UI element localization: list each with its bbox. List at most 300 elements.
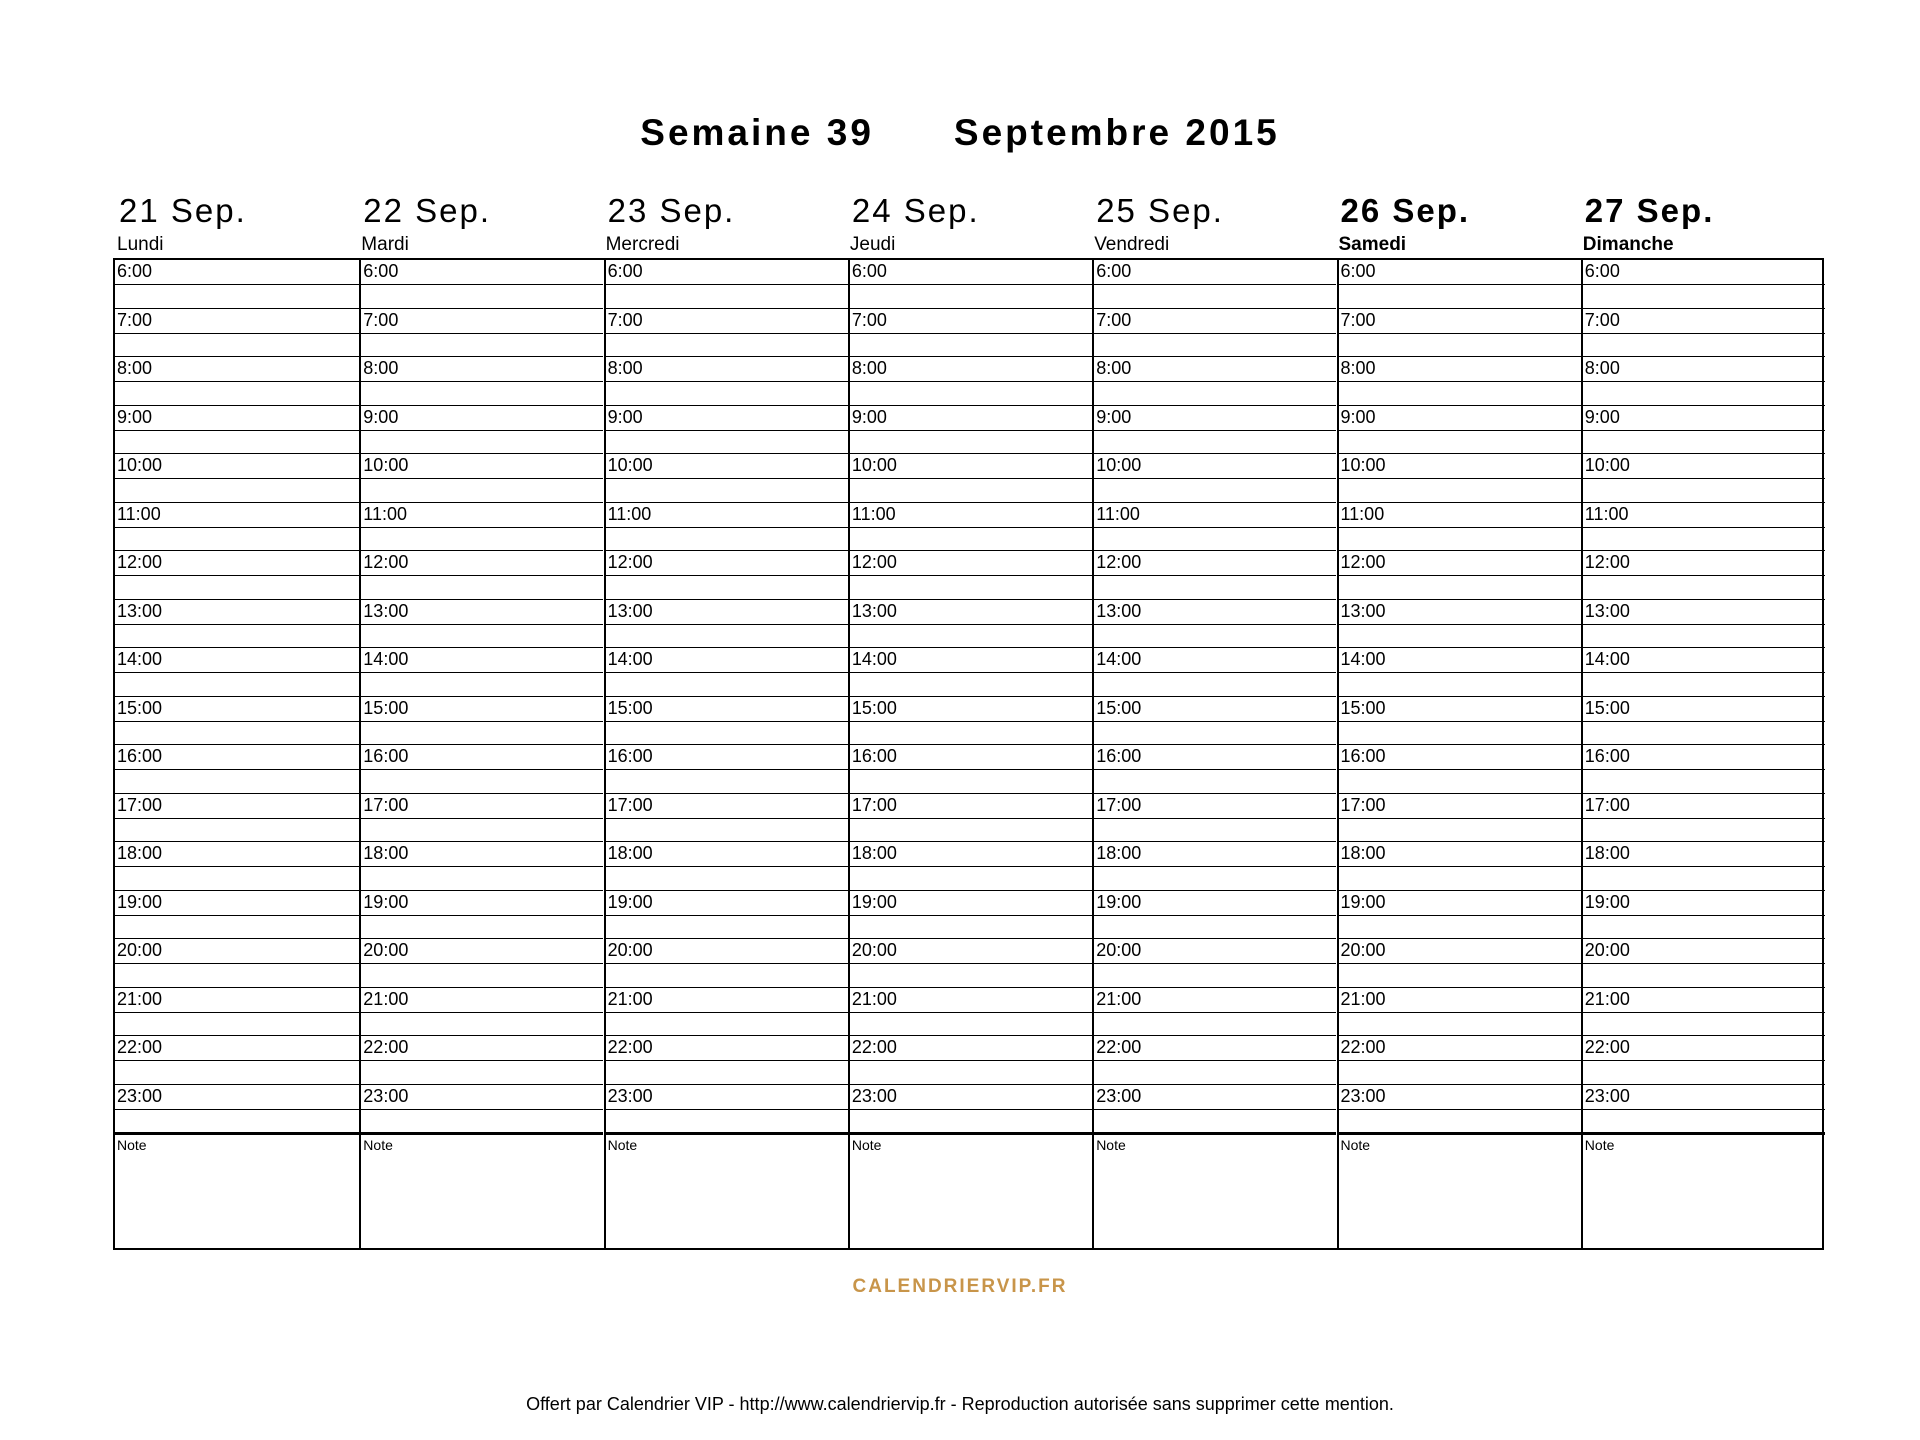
time-slot[interactable] <box>850 794 1092 843</box>
half-hour-line <box>115 769 359 770</box>
hour-label: 19:00 <box>1584 891 1630 912</box>
half-hour-line <box>850 818 1092 819</box>
time-slot[interactable] <box>606 648 848 697</box>
time-slot[interactable] <box>1339 551 1581 600</box>
half-hour-line <box>1583 1012 1825 1013</box>
hour-label: 7:00 <box>1096 309 1132 330</box>
hour-label: 22:00 <box>1584 1037 1630 1057</box>
time-slot[interactable] <box>606 988 848 1037</box>
time-slot[interactable] <box>850 551 1092 600</box>
time-slot[interactable] <box>1094 988 1336 1037</box>
time-slot[interactable] <box>1583 697 1825 746</box>
half-hour-line <box>115 1109 359 1110</box>
time-slot[interactable] <box>1339 406 1581 455</box>
hour-label: 11:00 <box>607 503 652 524</box>
half-hour-line <box>1583 430 1825 431</box>
time-slot[interactable] <box>1583 891 1825 940</box>
time-slot[interactable] <box>1339 745 1581 794</box>
half-hour-line <box>361 1060 603 1061</box>
time-slot[interactable] <box>1583 357 1825 406</box>
day-header <box>846 192 1090 258</box>
hour-label: 22:00 <box>117 1037 163 1057</box>
hour-label: 12:00 <box>1340 552 1386 572</box>
notes-box[interactable] <box>1339 1133 1581 1248</box>
time-slot[interactable] <box>1094 842 1336 891</box>
hour-label: 20:00 <box>851 940 897 960</box>
time-slot[interactable] <box>115 648 359 697</box>
half-hour-line <box>361 866 603 867</box>
half-hour-line <box>1339 284 1581 285</box>
hour-label: 17:00 <box>607 794 653 815</box>
half-hour-line <box>1339 1109 1581 1110</box>
hour-label: 12:00 <box>851 552 897 572</box>
hour-label: 11:00 <box>1584 503 1629 524</box>
time-slot[interactable] <box>361 988 603 1037</box>
time-slot[interactable] <box>1094 357 1336 406</box>
time-slot[interactable] <box>850 939 1092 988</box>
half-hour-line <box>1339 963 1581 964</box>
hour-label: 6:00 <box>851 261 887 281</box>
half-hour-line <box>1094 478 1336 479</box>
time-slot[interactable] <box>115 891 359 940</box>
time-slot[interactable] <box>850 891 1092 940</box>
half-hour-line <box>606 430 848 431</box>
time-slot[interactable] <box>606 745 848 794</box>
time-slot[interactable] <box>850 406 1092 455</box>
half-hour-line <box>1339 915 1581 916</box>
time-slot[interactable] <box>361 454 603 503</box>
time-slot[interactable] <box>115 454 359 503</box>
hour-label: 6:00 <box>117 261 153 281</box>
half-hour-line <box>606 721 848 722</box>
time-slot[interactable] <box>115 939 359 988</box>
time-slot[interactable] <box>606 939 848 988</box>
half-hour-line <box>606 818 848 819</box>
hour-label: 12:00 <box>117 552 163 572</box>
half-hour-line <box>115 333 359 334</box>
day-column <box>115 260 359 1248</box>
hour-label: 16:00 <box>117 746 163 766</box>
half-hour-line <box>850 333 1092 334</box>
half-hour-line <box>115 381 359 382</box>
hour-label: 14:00 <box>117 649 163 669</box>
hour-label: 21:00 <box>363 988 409 1009</box>
hour-label: 8:00 <box>117 358 153 378</box>
half-hour-line <box>1583 284 1825 285</box>
hour-label: 23:00 <box>607 1085 653 1106</box>
hour-label: 19:00 <box>117 891 163 912</box>
time-slot[interactable] <box>1339 939 1581 988</box>
half-hour-line <box>115 430 359 431</box>
time-slot[interactable] <box>606 260 848 309</box>
time-slot[interactable] <box>1094 503 1336 552</box>
hour-label: 12:00 <box>1096 552 1142 572</box>
half-hour-line <box>115 866 359 867</box>
time-slot[interactable] <box>1094 745 1336 794</box>
half-hour-line <box>361 721 603 722</box>
time-slot[interactable] <box>1583 939 1825 988</box>
time-slot[interactable] <box>361 260 603 309</box>
half-hour-line <box>361 769 603 770</box>
half-hour-line <box>1339 478 1581 479</box>
time-slot[interactable] <box>1583 745 1825 794</box>
hour-label: 10:00 <box>1584 455 1630 475</box>
hour-label: 10:00 <box>1340 455 1386 475</box>
hour-label: 14:00 <box>1340 649 1386 669</box>
half-hour-line <box>1583 963 1825 964</box>
time-slot[interactable] <box>1339 309 1581 358</box>
half-hour-line <box>606 284 848 285</box>
time-slot[interactable] <box>850 357 1092 406</box>
hour-label: 9:00 <box>363 406 399 427</box>
time-slot[interactable] <box>606 454 848 503</box>
half-hour-line <box>1339 672 1581 673</box>
day-name: Lundi <box>117 234 164 255</box>
half-hour-line <box>1094 672 1336 673</box>
time-slot[interactable] <box>850 309 1092 358</box>
notes-box[interactable] <box>850 1133 1092 1248</box>
hour-label: 9:00 <box>1584 406 1620 427</box>
time-slot[interactable] <box>1094 891 1336 940</box>
hour-label: 22:00 <box>851 1037 897 1057</box>
half-hour-line <box>1094 624 1336 625</box>
time-slot[interactable] <box>606 600 848 649</box>
hour-label: 15:00 <box>363 697 409 718</box>
hour-label: 14:00 <box>1096 649 1142 669</box>
day-column <box>604 260 848 1248</box>
half-hour-line <box>1583 575 1825 576</box>
half-hour-line <box>1339 575 1581 576</box>
time-slot[interactable] <box>361 794 603 843</box>
hour-label: 17:00 <box>1096 794 1142 815</box>
half-hour-line <box>850 381 1092 382</box>
time-slot[interactable] <box>115 1085 359 1134</box>
hour-label: 18:00 <box>363 843 409 863</box>
time-slot[interactable] <box>850 1036 1092 1085</box>
half-hour-line <box>1094 769 1336 770</box>
time-slot[interactable] <box>850 745 1092 794</box>
day-name: Jeudi <box>849 234 896 255</box>
hour-label: 11:00 <box>117 503 161 524</box>
hour-label: 19:00 <box>1340 891 1386 912</box>
notes-box[interactable] <box>1583 1133 1825 1248</box>
day-date: 26 Sep. <box>1340 192 1471 229</box>
day-date: 27 Sep. <box>1584 192 1715 229</box>
half-hour-line <box>606 575 848 576</box>
time-slot[interactable] <box>1583 503 1825 552</box>
time-slot[interactable] <box>1583 454 1825 503</box>
time-slot[interactable] <box>1094 600 1336 649</box>
hour-label: 22:00 <box>1096 1037 1142 1057</box>
time-slot[interactable] <box>1583 794 1825 843</box>
time-slot[interactable] <box>850 260 1092 309</box>
notes-box[interactable] <box>361 1133 603 1248</box>
day-name: Dimanche <box>1582 234 1674 255</box>
time-slot[interactable] <box>361 891 603 940</box>
time-slot[interactable] <box>850 697 1092 746</box>
time-slot[interactable] <box>606 697 848 746</box>
hour-label: 9:00 <box>1096 406 1132 427</box>
time-slot[interactable] <box>361 357 603 406</box>
time-slot[interactable] <box>606 503 848 552</box>
time-slot[interactable] <box>606 842 848 891</box>
time-slot[interactable] <box>1094 406 1336 455</box>
notes-box[interactable] <box>1094 1133 1336 1248</box>
day-column <box>1337 260 1581 1248</box>
day-header <box>113 192 357 258</box>
half-hour-line <box>1339 430 1581 431</box>
half-hour-line <box>1339 818 1581 819</box>
time-slot[interactable] <box>1339 891 1581 940</box>
time-slot[interactable] <box>1583 648 1825 697</box>
time-slot[interactable] <box>1094 1085 1336 1134</box>
time-slot[interactable] <box>115 551 359 600</box>
hour-label: 21:00 <box>851 988 897 1009</box>
half-hour-line <box>115 284 359 285</box>
day-header <box>1335 192 1579 258</box>
time-slot[interactable] <box>1583 988 1825 1037</box>
time-slot[interactable] <box>361 842 603 891</box>
time-slot[interactable] <box>1094 794 1336 843</box>
hour-label: 19:00 <box>363 891 409 912</box>
hour-label: 17:00 <box>1584 794 1630 815</box>
hour-label: 7:00 <box>117 309 153 330</box>
time-slot[interactable] <box>361 1036 603 1085</box>
day-date: 22 Sep. <box>363 192 492 229</box>
hour-label: 18:00 <box>851 843 897 863</box>
time-slot[interactable] <box>1583 842 1825 891</box>
time-slot[interactable] <box>361 503 603 552</box>
time-slot[interactable] <box>850 648 1092 697</box>
half-hour-line <box>850 721 1092 722</box>
time-slot[interactable] <box>850 988 1092 1037</box>
hour-label: 11:00 <box>1340 503 1385 524</box>
time-slot[interactable] <box>361 745 603 794</box>
time-slot[interactable] <box>1094 697 1336 746</box>
time-slot[interactable] <box>115 697 359 746</box>
hour-label: 21:00 <box>117 988 163 1009</box>
time-slot[interactable] <box>850 503 1092 552</box>
half-hour-line <box>850 672 1092 673</box>
half-hour-line <box>361 381 603 382</box>
half-hour-line <box>606 381 848 382</box>
time-slot[interactable] <box>361 648 603 697</box>
note-label: Note <box>117 1137 147 1153</box>
time-slot[interactable] <box>361 309 603 358</box>
hour-label: 6:00 <box>1584 261 1620 281</box>
time-slot[interactable] <box>115 309 359 358</box>
time-slot[interactable] <box>1583 600 1825 649</box>
hour-label: 6:00 <box>607 261 643 281</box>
half-hour-line <box>850 1012 1092 1013</box>
time-slot[interactable] <box>361 406 603 455</box>
hour-label: 12:00 <box>363 552 409 572</box>
time-slot[interactable] <box>115 357 359 406</box>
notes-box[interactable] <box>115 1133 359 1248</box>
time-slot[interactable] <box>606 551 848 600</box>
day-column <box>1581 260 1825 1248</box>
time-slot[interactable] <box>1583 1036 1825 1085</box>
time-slot[interactable] <box>606 794 848 843</box>
hour-label: 13:00 <box>363 600 409 621</box>
time-slot[interactable] <box>1339 794 1581 843</box>
time-slot[interactable] <box>115 794 359 843</box>
notes-box[interactable] <box>606 1133 848 1248</box>
time-slot[interactable] <box>1094 309 1336 358</box>
time-slot[interactable] <box>1339 260 1581 309</box>
hour-label: 18:00 <box>117 843 163 863</box>
time-slot[interactable] <box>1094 648 1336 697</box>
brand-label[interactable]: CALENDRIERVIP.FR <box>852 1276 1068 1297</box>
time-slot[interactable] <box>606 357 848 406</box>
hour-label: 16:00 <box>851 746 897 766</box>
time-slot[interactable] <box>361 1085 603 1134</box>
half-hour-line <box>606 915 848 916</box>
time-slot[interactable] <box>361 697 603 746</box>
half-hour-line <box>115 721 359 722</box>
hour-label: 11:00 <box>363 503 408 524</box>
half-hour-line <box>361 624 603 625</box>
hour-label: 14:00 <box>363 649 409 669</box>
hour-label: 18:00 <box>607 843 653 863</box>
time-slot[interactable] <box>1583 309 1825 358</box>
hour-label: 18:00 <box>1340 843 1386 863</box>
hour-label: 13:00 <box>117 600 163 621</box>
time-slot[interactable] <box>606 1036 848 1085</box>
time-slot[interactable] <box>850 454 1092 503</box>
hour-label: 15:00 <box>1096 697 1142 718</box>
half-hour-line <box>606 769 848 770</box>
half-hour-line <box>115 1060 359 1061</box>
month-label: Septembre 2015 <box>953 112 1280 153</box>
half-hour-line <box>1094 1109 1336 1110</box>
time-slot[interactable] <box>1583 1085 1825 1134</box>
time-slot[interactable] <box>1339 1036 1581 1085</box>
time-slot[interactable] <box>115 842 359 891</box>
time-slot[interactable] <box>1094 551 1336 600</box>
day-date: 21 Sep. <box>119 192 247 229</box>
hour-label: 13:00 <box>1340 600 1386 621</box>
time-slot[interactable] <box>1094 939 1336 988</box>
hour-label: 16:00 <box>363 746 409 766</box>
hour-label: 10:00 <box>117 455 163 475</box>
time-slot[interactable] <box>361 551 603 600</box>
time-slot[interactable] <box>1094 260 1336 309</box>
half-hour-line <box>606 866 848 867</box>
half-hour-line <box>1094 1012 1336 1013</box>
half-hour-line <box>606 1060 848 1061</box>
hour-label: 8:00 <box>363 358 399 378</box>
time-slot[interactable] <box>1583 551 1825 600</box>
time-slot[interactable] <box>361 939 603 988</box>
half-hour-line <box>1094 333 1336 334</box>
time-slot[interactable] <box>115 600 359 649</box>
time-slot[interactable] <box>606 891 848 940</box>
hour-label: 9:00 <box>117 406 153 427</box>
hour-label: 15:00 <box>607 697 653 718</box>
hour-label: 6:00 <box>363 261 399 281</box>
time-slot[interactable] <box>1339 988 1581 1037</box>
hour-label: 7:00 <box>1340 309 1376 330</box>
half-hour-line <box>1583 624 1825 625</box>
hour-label: 8:00 <box>1096 358 1132 378</box>
time-slot[interactable] <box>115 406 359 455</box>
half-hour-line <box>115 575 359 576</box>
hour-label: 22:00 <box>607 1037 653 1057</box>
half-hour-line <box>850 1109 1092 1110</box>
time-slot[interactable] <box>1339 1085 1581 1134</box>
half-hour-line <box>1339 866 1581 867</box>
time-slot[interactable] <box>1339 503 1581 552</box>
half-hour-line <box>850 963 1092 964</box>
hour-label: 14:00 <box>1584 649 1630 669</box>
time-slot[interactable] <box>1094 1036 1336 1085</box>
hour-label: 21:00 <box>1096 988 1142 1009</box>
time-slot[interactable] <box>850 1085 1092 1134</box>
hour-label: 11:00 <box>851 503 896 524</box>
time-slot[interactable] <box>1339 648 1581 697</box>
time-slot[interactable] <box>1094 454 1336 503</box>
time-slot[interactable] <box>115 745 359 794</box>
hour-label: 18:00 <box>1096 843 1142 863</box>
hour-label: 8:00 <box>1584 358 1620 378</box>
time-slot[interactable] <box>115 503 359 552</box>
hour-label: 23:00 <box>1584 1085 1630 1106</box>
note-label: Note <box>363 1137 393 1153</box>
half-hour-line <box>361 284 603 285</box>
half-hour-line <box>1583 721 1825 722</box>
time-slot[interactable] <box>606 309 848 358</box>
time-slot[interactable] <box>1339 454 1581 503</box>
hour-label: 17:00 <box>363 794 409 815</box>
half-hour-line <box>606 478 848 479</box>
hour-label: 16:00 <box>1340 746 1386 766</box>
hour-label: 23:00 <box>117 1085 163 1106</box>
time-slot[interactable] <box>1583 406 1825 455</box>
half-hour-line <box>850 430 1092 431</box>
time-slot[interactable] <box>115 1036 359 1085</box>
time-slot[interactable] <box>850 842 1092 891</box>
hour-label: 8:00 <box>607 358 643 378</box>
time-slot[interactable] <box>1583 260 1825 309</box>
half-hour-line <box>850 527 1092 528</box>
time-slot[interactable] <box>606 1085 848 1134</box>
time-slot[interactable] <box>1339 357 1581 406</box>
half-hour-line <box>1339 333 1581 334</box>
hour-label: 20:00 <box>1096 940 1142 960</box>
time-slot[interactable] <box>361 600 603 649</box>
half-hour-line <box>1094 527 1336 528</box>
time-slot[interactable] <box>850 600 1092 649</box>
time-slot[interactable] <box>115 988 359 1037</box>
half-hour-line <box>1339 1060 1581 1061</box>
time-slot[interactable] <box>1339 600 1581 649</box>
hour-label: 21:00 <box>1340 988 1386 1009</box>
half-hour-line <box>361 333 603 334</box>
half-hour-line <box>1583 866 1825 867</box>
half-hour-line <box>361 527 603 528</box>
time-slot[interactable] <box>115 260 359 309</box>
time-slot[interactable] <box>1339 842 1581 891</box>
time-slot[interactable] <box>1339 697 1581 746</box>
half-hour-line <box>850 866 1092 867</box>
hour-label: 8:00 <box>1340 358 1376 378</box>
half-hour-line <box>361 575 603 576</box>
half-hour-line <box>1339 769 1581 770</box>
time-slot[interactable] <box>606 406 848 455</box>
hour-label: 22:00 <box>1340 1037 1386 1057</box>
note-label: Note <box>851 1137 882 1153</box>
